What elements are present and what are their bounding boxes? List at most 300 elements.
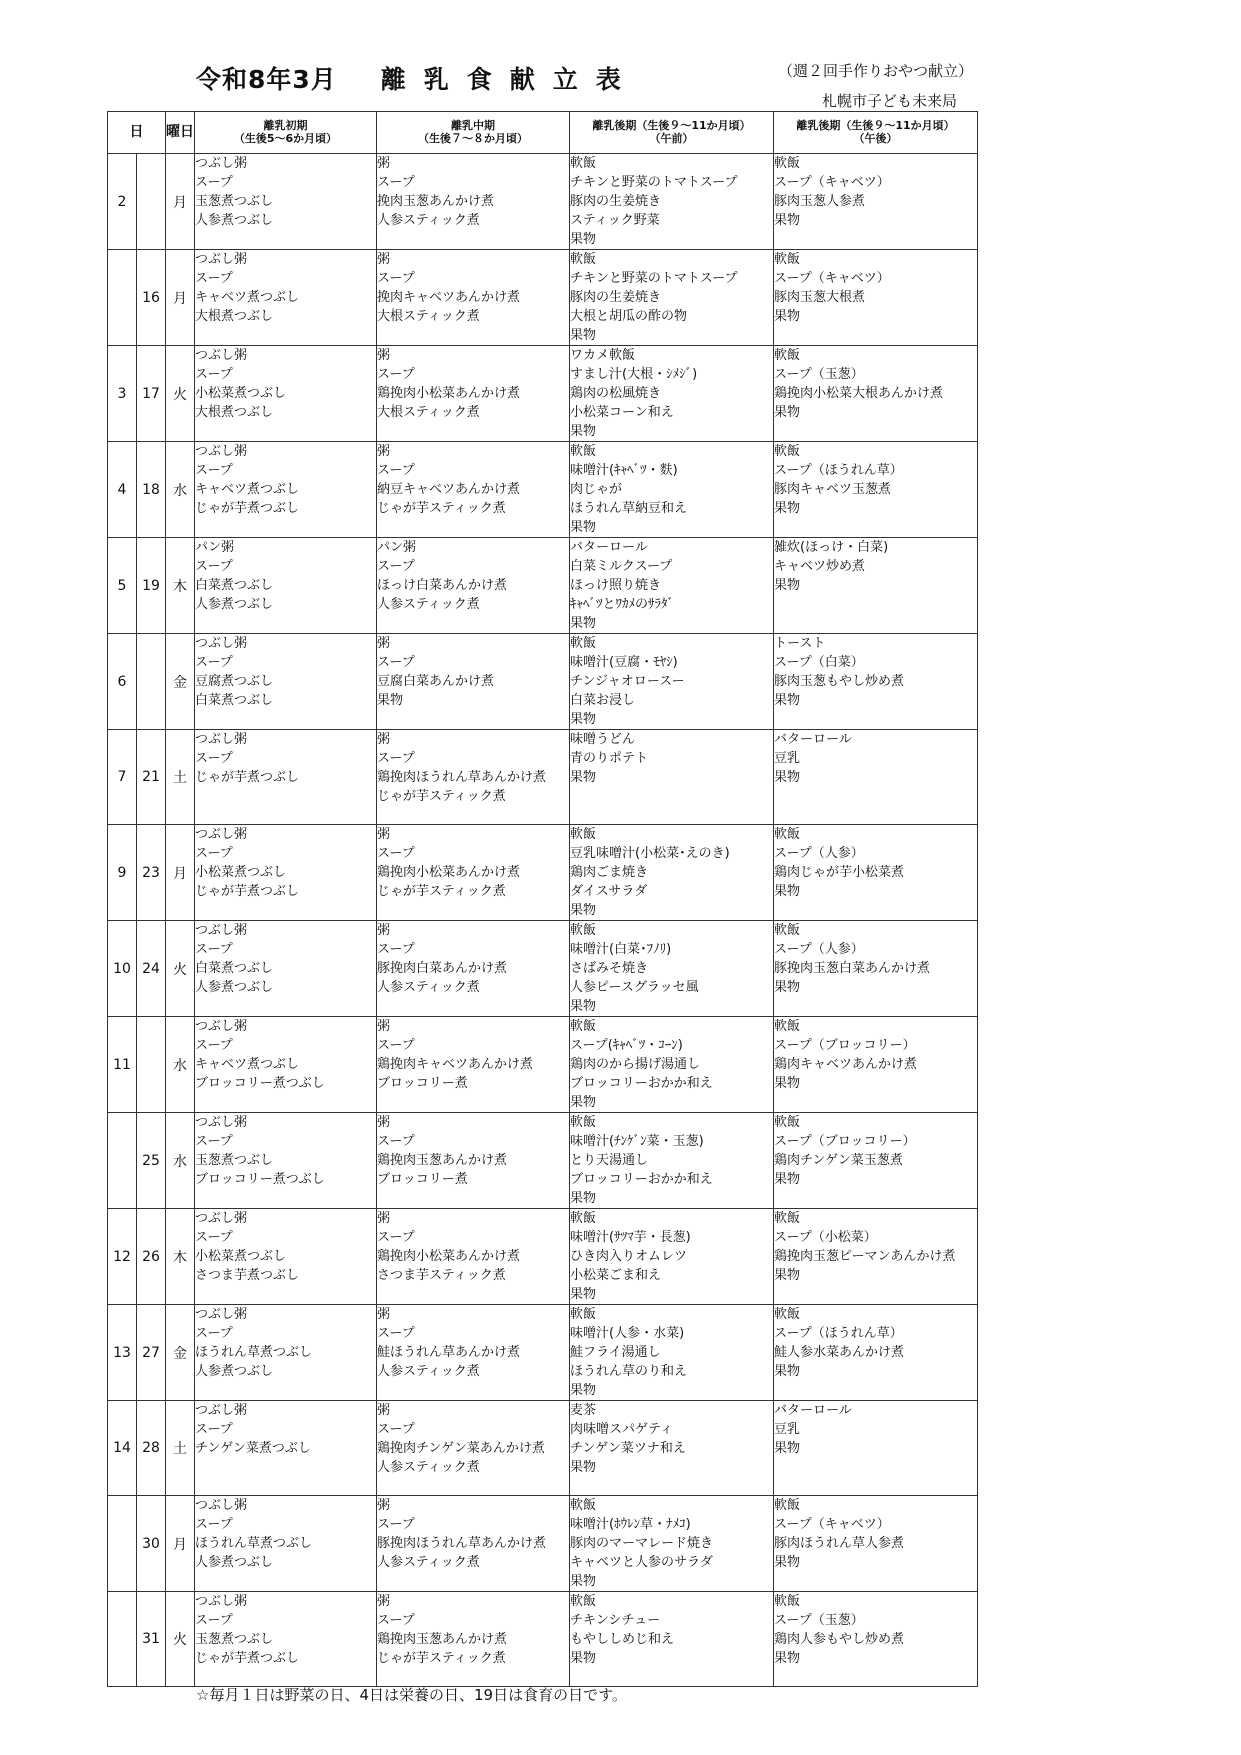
middle-meal-cell — [377, 1017, 570, 1113]
menu-item: 人参煮つぶし — [195, 1364, 274, 1379]
menu-item: 果物 — [774, 770, 801, 785]
table-row — [108, 1401, 978, 1496]
menu-item: 果物 — [774, 405, 801, 420]
menu-item: 鶏挽肉玉葱あんかけ煮 — [377, 1632, 508, 1647]
late-pm-meal-cell — [774, 1017, 978, 1113]
day-cell: 11 — [108, 1017, 137, 1113]
late-am-meal-cell — [570, 442, 774, 538]
menu-item: スープ — [195, 1613, 233, 1628]
menu-item: 果物 — [377, 693, 404, 708]
late-pm-meal-cell — [774, 825, 978, 921]
day-cell: 4 — [108, 442, 137, 538]
day2-cell: 25 — [137, 1113, 166, 1209]
late-pm-meal-cell — [774, 1113, 978, 1209]
menu-item: ほうれん草納豆和え — [570, 501, 688, 516]
menu-item: 軟飯 — [774, 444, 801, 459]
menu-item: つぶし粥 — [195, 1019, 248, 1034]
menu-item: 鮭人参水菜あんかけ煮 — [774, 1345, 905, 1360]
day2-cell — [137, 1017, 166, 1113]
menu-item: 人参煮つぶし — [195, 597, 274, 612]
menu-item: 人参スティック煮 — [377, 597, 480, 612]
menu-item: スープ(ｷｬﾍﾞﾂ・ｺｰﾝ) — [570, 1038, 683, 1053]
footer-note: ☆毎月１日は野菜の日、4日は栄養の日、19日は食育の日です。 — [196, 1686, 627, 1704]
menu-item: とり天湯通し — [570, 1153, 649, 1168]
late-pm-meal-cell — [774, 1401, 978, 1496]
menu-item: スープ — [195, 559, 233, 574]
menu-item: スープ — [195, 271, 233, 286]
menu-item: スープ（キャベツ） — [774, 1517, 890, 1532]
menu-item: 粥 — [377, 636, 391, 651]
menu-item: 粥 — [377, 1211, 391, 1226]
menu-item: 粥 — [377, 1019, 391, 1034]
page-title — [196, 60, 639, 96]
menu-item: じゃが芋スティック煮 — [377, 1651, 506, 1666]
table-row — [108, 1017, 978, 1113]
menu-item: 果物 — [774, 578, 801, 593]
menu-item: 果物 — [774, 1364, 801, 1379]
middle-meal-cell — [377, 825, 570, 921]
menu-item: スープ — [377, 942, 415, 957]
menu-item: スープ — [377, 559, 415, 574]
menu-item: 果物 — [774, 1268, 801, 1283]
menu-item: 鶏挽肉小松菜大根あんかけ煮 — [774, 386, 944, 401]
menu-item: 豚肉のマーマレード焼き — [570, 1536, 714, 1551]
menu-item: 軟飯 — [774, 923, 801, 938]
menu-item: 果物 — [570, 520, 597, 535]
weekday-cell: 木 — [166, 1209, 195, 1305]
menu-item: 豚挽肉玉葱白菜あんかけ煮 — [774, 961, 931, 976]
day2-cell: 17 — [137, 346, 166, 442]
day-cell: 9 — [108, 825, 137, 921]
menu-item: ブロッコリー煮つぶし — [195, 1172, 325, 1187]
menu-table — [107, 111, 978, 1687]
menu-item: 白菜煮つぶし — [195, 578, 274, 593]
early-meal-cell — [195, 1209, 377, 1305]
menu-item: 果物 — [570, 903, 597, 918]
menu-item: 豚挽肉白菜あんかけ煮 — [377, 961, 508, 976]
early-meal-cell — [195, 1113, 377, 1209]
menu-item: スープ（小松菜） — [774, 1230, 877, 1245]
menu-item: 人参スティック煮 — [377, 1364, 480, 1379]
weekday-cell: 水 — [166, 1017, 195, 1113]
menu-item: つぶし粥 — [195, 732, 248, 747]
weekday-cell: 金 — [166, 1305, 195, 1401]
menu-item: 果物 — [570, 1095, 597, 1110]
weekday-cell: 土 — [166, 1401, 195, 1496]
menu-item: スープ — [377, 463, 415, 478]
menu-item: じゃが芋スティック煮 — [377, 501, 506, 516]
late-pm-meal-cell — [774, 634, 978, 730]
day-cell: 2 — [108, 154, 137, 250]
title-month: 令和8年3月 — [196, 65, 337, 94]
menu-item: 果物 — [774, 1441, 801, 1456]
menu-item: 豚肉玉葱人参煮 — [774, 194, 866, 209]
menu-item: 人参煮つぶし — [195, 1555, 274, 1570]
menu-item: 人参スティック煮 — [377, 980, 480, 995]
menu-item: つぶし粥 — [195, 156, 248, 171]
menu-item: スープ — [195, 942, 233, 957]
day-cell: 7 — [108, 730, 137, 825]
early-meal-cell — [195, 825, 377, 921]
menu-item: スープ（ブロッコリー） — [774, 1134, 916, 1149]
menu-item: 鶏挽肉チンゲン菜あんかけ煮 — [377, 1441, 545, 1456]
menu-item: トースト — [774, 636, 826, 651]
menu-item: 大根煮つぶし — [195, 309, 274, 324]
weekday-cell: 水 — [166, 1113, 195, 1209]
menu-item: 人参スティック煮 — [377, 213, 480, 228]
menu-item: キャベツ煮つぶし — [195, 290, 300, 305]
table-row — [108, 1496, 978, 1592]
menu-item: 豚肉玉葱もやし炒め煮 — [774, 674, 905, 689]
menu-item: チキンシチュー — [570, 1613, 661, 1628]
menu-item: つぶし粥 — [195, 1307, 248, 1322]
weekday-cell: 火 — [166, 921, 195, 1017]
menu-item: ワカメ軟飯 — [570, 348, 636, 363]
day-cell: 10 — [108, 921, 137, 1017]
menu-item: 豚肉の生姜焼き — [570, 290, 662, 305]
menu-item: 果物 — [570, 424, 597, 439]
menu-item: 人参スティック煮 — [377, 1460, 480, 1475]
day-cell: 12 — [108, 1209, 137, 1305]
menu-item: 粥 — [377, 444, 391, 459]
menu-item: バターロール — [774, 732, 852, 747]
menu-item: スープ — [195, 175, 233, 190]
menu-item: つぶし粥 — [195, 636, 248, 651]
weekday-cell: 月 — [166, 1496, 195, 1592]
late-am-meal-cell — [570, 1305, 774, 1401]
early-meal-cell — [195, 1017, 377, 1113]
menu-item: 粥 — [377, 1115, 391, 1130]
menu-item: つぶし粥 — [195, 827, 248, 842]
late-am-meal-cell — [570, 634, 774, 730]
menu-item: スープ — [377, 271, 415, 286]
menu-item: 鶏肉のから揚げ湯通し — [570, 1057, 701, 1072]
menu-item: つぶし粥 — [195, 348, 248, 363]
middle-meal-cell — [377, 730, 570, 825]
menu-item: 粥 — [377, 827, 391, 842]
day2-cell: 26 — [137, 1209, 166, 1305]
menu-item: 鶏肉の松風焼き — [570, 386, 662, 401]
menu-item: 鶏肉キャベツあんかけ煮 — [774, 1057, 918, 1072]
table-row — [108, 442, 978, 538]
menu-item: 果物 — [570, 1191, 597, 1206]
menu-item: 豆乳 — [774, 1422, 801, 1437]
menu-item: キャベツ炒め煮 — [774, 559, 866, 574]
menu-item: 軟飯 — [570, 1498, 597, 1513]
menu-item: 豚肉の生姜焼き — [570, 194, 662, 209]
menu-item: じゃが芋煮つぶし — [195, 1651, 300, 1666]
menu-item: 挽肉玉葱あんかけ煮 — [377, 194, 495, 209]
menu-item: 味噌汁(人参・水菜) — [570, 1326, 685, 1341]
menu-item: 果物 — [570, 1574, 597, 1589]
late-am-meal-cell — [570, 825, 774, 921]
menu-item: もやししめじ和え — [570, 1632, 675, 1647]
menu-item: 軟飯 — [570, 636, 597, 651]
late-pm-meal-cell — [774, 154, 978, 250]
menu-item: 味噌うどん — [570, 732, 636, 747]
menu-item: 納豆キャベツあんかけ煮 — [377, 482, 521, 497]
day-cell — [108, 1496, 137, 1592]
menu-item: 果物 — [570, 1287, 597, 1302]
table-row — [108, 538, 978, 634]
late-am-meal-cell — [570, 1113, 774, 1209]
early-meal-cell — [195, 921, 377, 1017]
menu-item: スープ — [377, 175, 415, 190]
menu-item: 粥 — [377, 156, 391, 171]
menu-item: スープ（キャベツ） — [774, 175, 890, 190]
menu-item: 軟飯 — [570, 1019, 597, 1034]
menu-item: 軟飯 — [570, 1211, 597, 1226]
menu-item: ブロッコリー煮 — [377, 1076, 468, 1091]
day-cell — [108, 1113, 137, 1209]
menu-item: 人参ピースグラッセ風 — [570, 980, 699, 995]
menu-item: スープ — [377, 1230, 415, 1245]
late-pm-meal-cell — [774, 250, 978, 346]
menu-item: 粥 — [377, 1594, 391, 1609]
day2-cell: 28 — [137, 1401, 166, 1496]
menu-item: 軟飯 — [774, 1019, 801, 1034]
table-row — [108, 154, 978, 250]
menu-item: 粥 — [377, 348, 391, 363]
menu-item: つぶし粥 — [195, 1115, 248, 1130]
menu-item: 粥 — [377, 252, 391, 267]
menu-item: スープ — [195, 655, 233, 670]
menu-item: 鶏挽肉ほうれん草あんかけ煮 — [377, 770, 547, 785]
table-row — [108, 730, 978, 825]
menu-item: 軟飯 — [774, 1307, 801, 1322]
menu-item: ほっけ白菜あんかけ煮 — [377, 578, 508, 593]
menu-item: スープ（キャベツ） — [774, 271, 890, 286]
table-row — [108, 1305, 978, 1401]
middle-meal-cell — [377, 1113, 570, 1209]
menu-item: 鶏挽肉小松菜あんかけ煮 — [377, 865, 521, 880]
day2-cell: 24 — [137, 921, 166, 1017]
late-am-meal-cell — [570, 1496, 774, 1592]
menu-item: 軟飯 — [774, 348, 801, 363]
late-am-meal-cell — [570, 1017, 774, 1113]
menu-item: 果物 — [570, 1651, 597, 1666]
weekday-cell: 月 — [166, 825, 195, 921]
menu-item: 味噌汁(ﾁﾝｹﾞﾝ菜・玉葱) — [570, 1134, 704, 1149]
menu-item: 雑炊(ほっけ・白菜) — [774, 540, 889, 555]
middle-meal-cell — [377, 154, 570, 250]
menu-item: バターロール — [570, 540, 648, 555]
menu-item: 果物 — [570, 770, 597, 785]
menu-item: チンジャオロースー — [570, 674, 685, 689]
late-pm-meal-cell — [774, 730, 978, 825]
menu-item: 大根と胡瓜の酢の物 — [570, 309, 688, 324]
menu-item: 軟飯 — [774, 1115, 801, 1130]
table-row — [108, 825, 978, 921]
menu-item: ｷｬﾍﾞﾂとﾜｶﾒのｻﾗﾀﾞ — [570, 597, 675, 612]
day2-cell: 31 — [137, 1592, 166, 1687]
menu-item: 大根スティック煮 — [377, 405, 480, 420]
menu-item: 豚肉キャベツ玉葱煮 — [774, 482, 892, 497]
menu-item: 軟飯 — [570, 827, 597, 842]
late-pm-meal-cell — [774, 1496, 978, 1592]
title-name: 離乳食献立表 — [380, 65, 639, 94]
col-header-early: 離乳初期 （生後5～6か月頃） — [195, 112, 377, 154]
menu-item: 豚肉玉葱大根煮 — [774, 290, 866, 305]
menu-item: じゃが芋スティック煮 — [377, 884, 506, 899]
weekday-cell: 火 — [166, 1592, 195, 1687]
menu-item: 玉葱煮つぶし — [195, 194, 274, 209]
menu-item: スープ — [377, 367, 415, 382]
menu-item: 鶏挽肉玉葱ピーマンあんかけ煮 — [774, 1249, 956, 1264]
table-row — [108, 634, 978, 730]
menu-item: 鮭ほうれん草あんかけ煮 — [377, 1345, 521, 1360]
menu-item: スープ — [195, 751, 233, 766]
menu-item: 鶏挽肉小松菜あんかけ煮 — [377, 1249, 521, 1264]
menu-item: ひき肉入りオムレツ — [570, 1249, 688, 1264]
table-row — [108, 1209, 978, 1305]
menu-item: スープ（ほうれん草） — [774, 463, 903, 478]
menu-item: じゃが芋煮つぶし — [195, 501, 300, 516]
late-am-meal-cell — [570, 346, 774, 442]
late-pm-meal-cell — [774, 1209, 978, 1305]
menu-item: スープ（ブロッコリー） — [774, 1038, 916, 1053]
menu-item: 小松菜煮つぶし — [195, 865, 287, 880]
menu-item: 軟飯 — [774, 1211, 801, 1226]
middle-meal-cell — [377, 346, 570, 442]
weekday-cell: 土 — [166, 730, 195, 825]
middle-meal-cell — [377, 634, 570, 730]
menu-item: 白菜お浸し — [570, 693, 636, 708]
menu-item: ほっけ照り焼き — [570, 578, 662, 593]
menu-item: 鶏肉人参もやし炒め煮 — [774, 1632, 905, 1647]
menu-item: 鶏挽肉玉葱あんかけ煮 — [377, 1153, 508, 1168]
menu-item: 味噌汁(豆腐・ﾓﾔｼ) — [570, 655, 678, 670]
day2-cell: 21 — [137, 730, 166, 825]
table-row — [108, 1113, 978, 1209]
menu-item: 豆乳味噌汁(小松菜･えのき) — [570, 846, 730, 861]
col-header-day: 日 — [108, 112, 166, 154]
early-meal-cell — [195, 154, 377, 250]
menu-item: 粥 — [377, 732, 391, 747]
organization-name: 札幌市子ども未来局 — [822, 92, 958, 110]
menu-item: 果物 — [570, 328, 597, 343]
menu-item: 鶏挽肉小松菜あんかけ煮 — [377, 386, 521, 401]
menu-item: キャベツ煮つぶし — [195, 482, 300, 497]
menu-item: 軟飯 — [774, 252, 801, 267]
menu-item: 白菜煮つぶし — [195, 693, 274, 708]
weekday-cell: 木 — [166, 538, 195, 634]
weekday-cell: 月 — [166, 154, 195, 250]
middle-meal-cell — [377, 1496, 570, 1592]
menu-item: 鶏挽肉キャベツあんかけ煮 — [377, 1057, 534, 1072]
col-header-middle: 離乳中期 （生後７～８か月頃） — [377, 112, 570, 154]
menu-item: スープ（人参） — [774, 942, 864, 957]
snack-note: （週２回手作りおやつ献立） — [778, 62, 974, 80]
menu-item: 挽肉キャベツあんかけ煮 — [377, 290, 521, 305]
day-cell: 6 — [108, 634, 137, 730]
menu-item: 果物 — [570, 999, 597, 1014]
late-pm-meal-cell — [774, 1592, 978, 1687]
menu-item: 鶏肉じゃが芋小松菜煮 — [774, 865, 905, 880]
menu-item: 白菜ミルクスープ — [570, 559, 673, 574]
menu-item: 粥 — [377, 1498, 391, 1513]
menu-item: ブロッコリー煮 — [377, 1172, 468, 1187]
menu-item: さつま芋スティック煮 — [377, 1268, 506, 1283]
day2-cell: 27 — [137, 1305, 166, 1401]
menu-item: 果物 — [570, 616, 597, 631]
day-cell: 14 — [108, 1401, 137, 1496]
menu-item: 軟飯 — [570, 1307, 597, 1322]
late-pm-meal-cell — [774, 442, 978, 538]
menu-item: スープ — [195, 1038, 233, 1053]
menu-item: 豆乳 — [774, 751, 801, 766]
early-meal-cell — [195, 1305, 377, 1401]
menu-item: スティック野菜 — [570, 213, 660, 228]
late-am-meal-cell — [570, 1401, 774, 1496]
menu-item: 人参スティック煮 — [377, 1555, 480, 1570]
menu-item: 果物 — [774, 693, 801, 708]
day2-cell: 23 — [137, 825, 166, 921]
menu-item: ほうれん草煮つぶし — [195, 1536, 313, 1551]
header-row — [108, 112, 978, 154]
menu-item: 味噌汁(ﾎｳﾚﾝ草・ﾅﾒｺ) — [570, 1517, 691, 1532]
col-header-late-pm: 離乳後期（生後９～11か月頃） （午後） — [774, 112, 978, 154]
early-meal-cell — [195, 1401, 377, 1496]
menu-item: さつま芋煮つぶし — [195, 1268, 300, 1283]
menu-item: ほうれん草煮つぶし — [195, 1345, 313, 1360]
menu-item: 小松菜コーン和え — [570, 405, 674, 420]
menu-item: 軟飯 — [774, 156, 801, 171]
table-row — [108, 921, 978, 1017]
menu-item: 味噌汁(ｷｬﾍﾞﾂ・麩) — [570, 463, 678, 478]
menu-item: パン粥 — [195, 540, 235, 555]
menu-item: じゃが芋煮つぶし — [195, 770, 300, 785]
menu-item: 肉じゃが — [570, 482, 623, 497]
menu-item: チンゲン菜煮つぶし — [195, 1441, 311, 1456]
menu-item: じゃが芋スティック煮 — [377, 789, 506, 804]
menu-item: 小松菜ごま和え — [570, 1268, 662, 1283]
menu-item: スープ（人参） — [774, 846, 864, 861]
menu-item: つぶし粥 — [195, 1498, 248, 1513]
early-meal-cell — [195, 538, 377, 634]
menu-item: チキンと野菜のトマトスープ — [570, 175, 738, 190]
day-cell: 13 — [108, 1305, 137, 1401]
menu-item: スープ — [377, 1613, 415, 1628]
menu-item: スープ（白菜） — [774, 655, 864, 670]
menu-item: スープ — [195, 1230, 233, 1245]
menu-item: つぶし粥 — [195, 923, 248, 938]
late-pm-meal-cell — [774, 921, 978, 1017]
menu-item: 豚挽肉ほうれん草あんかけ煮 — [377, 1536, 547, 1551]
menu-item: ブロッコリーおかか和え — [570, 1076, 713, 1091]
menu-item: スープ — [195, 846, 233, 861]
menu-item: スープ（玉葱） — [774, 1613, 864, 1628]
middle-meal-cell — [377, 1305, 570, 1401]
late-am-meal-cell — [570, 538, 774, 634]
day2-cell — [137, 634, 166, 730]
menu-item: 玉葱煮つぶし — [195, 1632, 274, 1647]
menu-item: 小松菜煮つぶし — [195, 386, 287, 401]
menu-item: 青のりポテト — [570, 751, 649, 766]
menu-item: スープ — [377, 846, 415, 861]
menu-item: 粥 — [377, 923, 391, 938]
menu-item: 軟飯 — [570, 252, 597, 267]
day-cell — [108, 1592, 137, 1687]
menu-item: 大根スティック煮 — [377, 309, 480, 324]
menu-item: ほうれん草のり和え — [570, 1364, 688, 1379]
menu-item: 果物 — [570, 712, 597, 727]
menu-item: 小松菜煮つぶし — [195, 1249, 287, 1264]
menu-item: スープ — [195, 367, 233, 382]
menu-item: 果物 — [570, 1383, 597, 1398]
menu-item: つぶし粥 — [195, 1594, 248, 1609]
menu-item: 果物 — [570, 1460, 597, 1475]
